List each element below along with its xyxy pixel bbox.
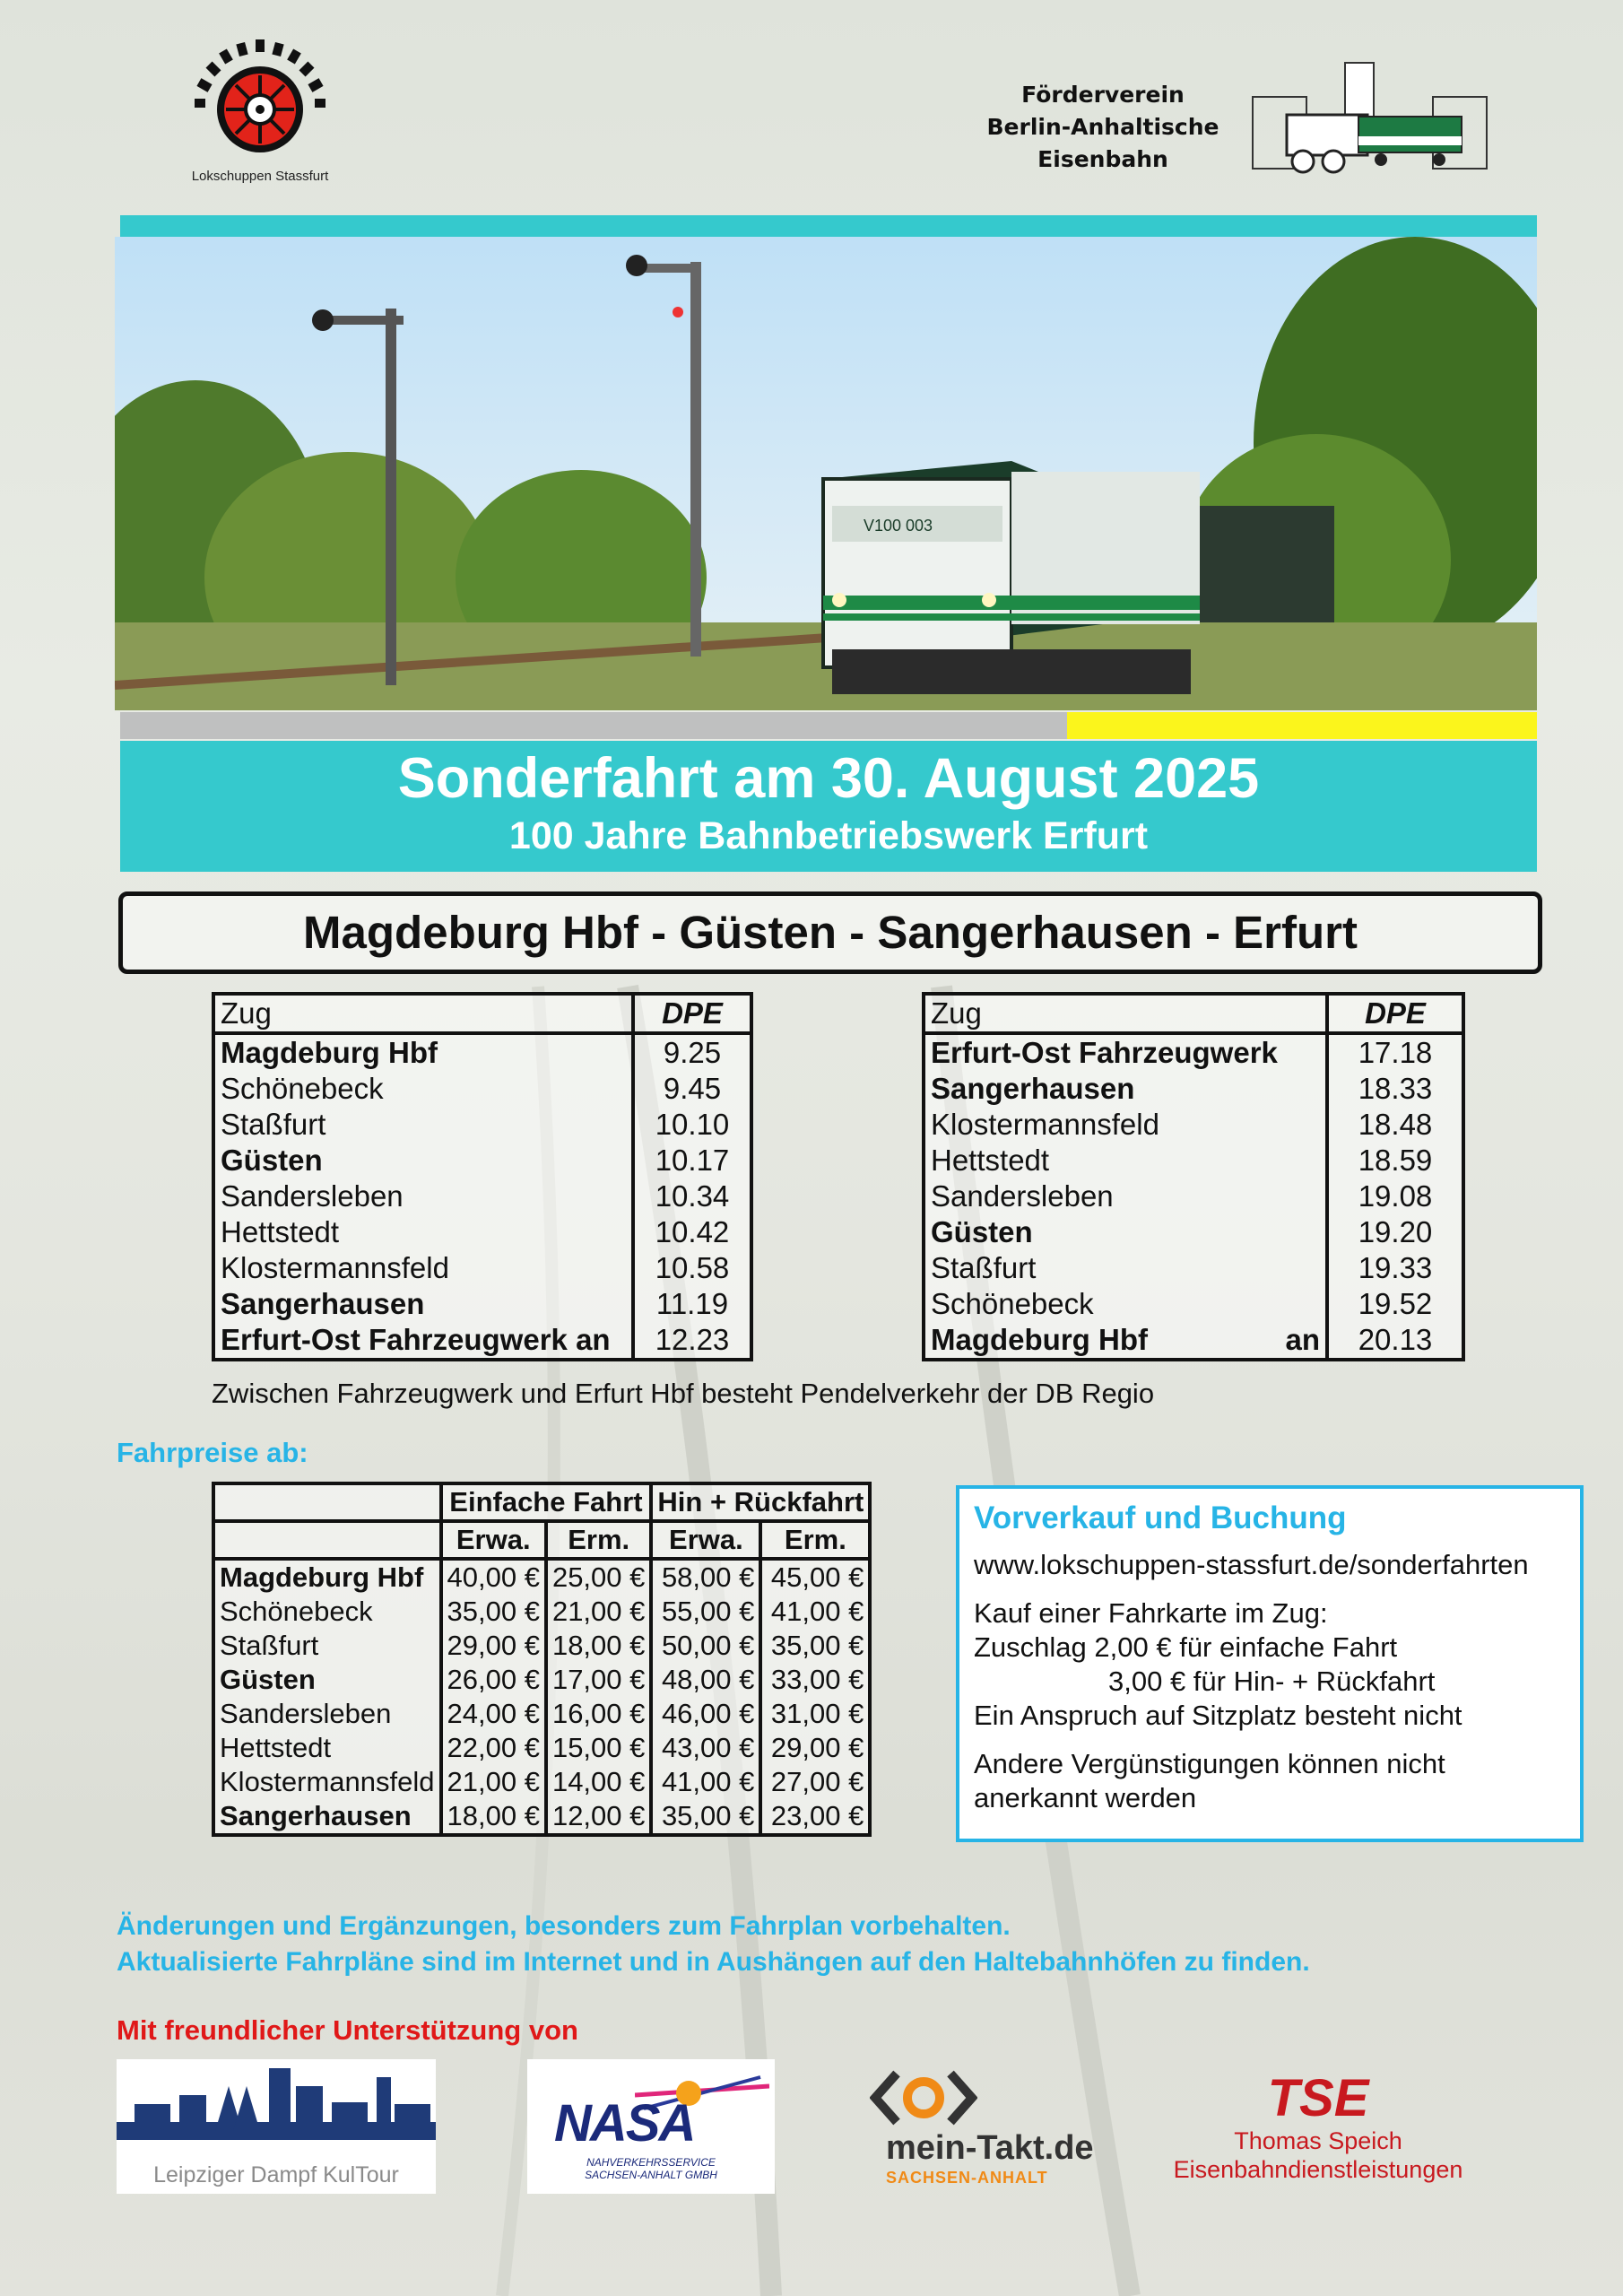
station-name <box>213 1143 633 1178</box>
fare-row <box>213 1629 870 1663</box>
timetable-row <box>924 1214 1463 1250</box>
booking-url[interactable]: www.lokschuppen-stassfurt.de/sonderfahrten <box>974 1549 1529 1580</box>
sponsor-4-name: TSE <box>1267 2069 1369 2127</box>
departure-time: 10.10 <box>633 1107 751 1143</box>
fare-price: 41,00 € <box>760 1595 870 1629</box>
fare-price: 50,00 € <box>651 1629 760 1663</box>
fare-row <box>213 1731 870 1765</box>
fares-empty-cell <box>213 1483 441 1521</box>
station-name <box>213 1286 633 1322</box>
departure-time: 10.17 <box>633 1143 751 1178</box>
station-name <box>213 1214 633 1250</box>
sponsor-2-sub-line: SACHSEN-ANHALT GMBH <box>585 2169 717 2181</box>
changes-notice <box>117 1909 1310 1980</box>
station-label: Sandersleben <box>931 1179 1114 1213</box>
station-label: Schönebeck <box>931 1287 1094 1320</box>
station-name <box>213 1322 633 1360</box>
fares-sub-header: Erwa. <box>441 1521 546 1559</box>
fares-empty-cell <box>213 1521 441 1559</box>
timetable-row <box>213 1107 751 1143</box>
fare-price: 27,00 € <box>760 1765 870 1799</box>
fare-price: 46,00 € <box>651 1697 760 1731</box>
station-name <box>924 1250 1327 1286</box>
sponsor-mein-takt <box>870 2059 1105 2194</box>
fare-price: 45,00 € <box>760 1559 870 1595</box>
departure-time: 18.59 <box>1327 1143 1463 1178</box>
fares-sub-header: Erm. <box>760 1521 870 1559</box>
fare-price: 31,00 € <box>760 1697 870 1731</box>
station-label: Hettstedt <box>931 1144 1050 1177</box>
station-name <box>213 1071 633 1107</box>
fare-price: 24,00 € <box>441 1697 546 1731</box>
fare-price: 16,00 € <box>546 1697 651 1731</box>
timetable-row <box>924 1178 1463 1214</box>
sponsor-2-name: NASA <box>554 2094 695 2152</box>
station-name <box>924 1214 1327 1250</box>
fare-row <box>213 1799 870 1835</box>
fare-price: 48,00 € <box>651 1663 760 1697</box>
booking-line: Kauf einer Fahrkarte im Zug: <box>974 1597 1328 1629</box>
timetable-row <box>213 1033 751 1071</box>
yellow-band <box>1067 712 1537 739</box>
timetable-row <box>213 1286 751 1322</box>
fares-group-return: Hin + Rückfahrt <box>651 1483 870 1521</box>
station-label: Sangerhausen <box>221 1287 425 1320</box>
timetable-row <box>924 1033 1463 1071</box>
timetable-header-row <box>924 994 1463 1033</box>
timetable-header-train: Zug <box>924 994 1327 1033</box>
fare-station: Sandersleben <box>213 1697 441 1731</box>
locomotive-logo-icon <box>1251 61 1488 185</box>
departure-time: 19.33 <box>1327 1250 1463 1286</box>
station-label: Staßfurt <box>931 1251 1037 1284</box>
timetable-row <box>924 1107 1463 1143</box>
station-label: Magdeburg Hbf <box>221 1036 438 1069</box>
foerderverein-line-1: Förderverein <box>1021 82 1185 108</box>
departure-time: 19.52 <box>1327 1286 1463 1322</box>
timetable-header-dpe: DPE <box>1327 994 1463 1033</box>
fare-price: 43,00 € <box>651 1731 760 1765</box>
sponsor-4-line: Eisenbahndienstleistungen <box>1173 2156 1463 2183</box>
station-label: Staßfurt <box>221 1108 326 1141</box>
fares-group-single: Einfache Fahrt <box>441 1483 652 1521</box>
foerderverein-line-2: Berlin-Anhaltische <box>986 114 1219 140</box>
fare-price: 12,00 € <box>546 1799 651 1835</box>
fare-price: 58,00 € <box>651 1559 760 1595</box>
fares-sub-header: Erwa. <box>651 1521 760 1559</box>
lokschuppen-logo-caption: Lokschuppen Stassfurt <box>191 169 329 184</box>
station-name <box>924 1286 1327 1322</box>
sponsor-4-line: Thomas Speich <box>1234 2127 1402 2154</box>
timetable-row <box>924 1286 1463 1322</box>
station-label: Sangerhausen <box>931 1072 1135 1105</box>
timetable-row <box>213 1071 751 1107</box>
station-label: Magdeburg Hbf <box>931 1323 1148 1356</box>
station-label: Klostermannsfeld <box>221 1251 449 1284</box>
fare-price: 29,00 € <box>760 1731 870 1765</box>
fare-price: 29,00 € <box>441 1629 546 1663</box>
station-name <box>924 1071 1327 1107</box>
fare-price: 35,00 € <box>441 1595 546 1629</box>
timetable-row <box>213 1143 751 1178</box>
station-name <box>924 1178 1327 1214</box>
timetable-row <box>213 1322 751 1360</box>
fare-price: 35,00 € <box>651 1799 760 1835</box>
station-label: Hettstedt <box>221 1215 340 1248</box>
fare-price: 55,00 € <box>651 1595 760 1629</box>
sponsor-2-subtitle <box>545 2156 757 2181</box>
timetable-row <box>924 1250 1463 1286</box>
wheel-logo-icon <box>175 36 345 166</box>
foerderverein-logo-text <box>986 79 1219 176</box>
timetable-row <box>213 1178 751 1214</box>
station-name <box>213 1107 633 1143</box>
route-text: Magdeburg Hbf - Güsten - Sangerhausen - Erfurt <box>303 907 1358 958</box>
sponsor-3-sub: SACHSEN-ANHALT <box>886 2169 1048 2187</box>
timetable-row <box>213 1250 751 1286</box>
fare-station: Sangerhausen <box>213 1799 441 1835</box>
fare-row <box>213 1697 870 1731</box>
departure-time: 10.58 <box>633 1250 751 1286</box>
fare-price: 18,00 € <box>441 1799 546 1835</box>
fare-price: 15,00 € <box>546 1731 651 1765</box>
grey-band <box>120 712 1067 739</box>
booking-note-line: anerkannt werden <box>974 1782 1197 1813</box>
timetable-header-dpe: DPE <box>633 994 751 1033</box>
departure-time: 12.23 <box>633 1322 751 1360</box>
sponsor-tse <box>1166 2059 1471 2194</box>
fare-station: Klostermannsfeld <box>213 1765 441 1799</box>
sponsor-1-caption: Leipziger Dampf KulTour <box>153 2162 399 2187</box>
departure-time: 9.45 <box>633 1071 751 1107</box>
timetable-outbound <box>212 992 753 1361</box>
route-box <box>118 891 1542 974</box>
fare-price: 22,00 € <box>441 1731 546 1765</box>
station-name <box>924 1143 1327 1178</box>
departure-time: 20.13 <box>1327 1322 1463 1360</box>
mein-takt-logo-icon <box>870 2070 977 2126</box>
fares-table <box>212 1482 872 1837</box>
station-name <box>924 1107 1327 1143</box>
departure-time: 11.19 <box>633 1286 751 1322</box>
timetable-row <box>924 1071 1463 1107</box>
event-subtitle: 100 Jahre Bahnbetriebswerk Erfurt <box>508 814 1149 857</box>
fare-price: 18,00 € <box>546 1629 651 1663</box>
fare-price: 21,00 € <box>441 1765 546 1799</box>
timetable-header-row <box>213 994 751 1033</box>
fare-price: 40,00 € <box>441 1559 546 1595</box>
skyline-logo-icon <box>117 2059 436 2158</box>
fare-row <box>213 1559 870 1595</box>
departure-time: 18.48 <box>1327 1107 1463 1143</box>
station-label: Sandersleben <box>221 1179 404 1213</box>
station-label: Klostermannsfeld <box>931 1108 1159 1141</box>
timetable-row <box>924 1322 1463 1360</box>
booking-line: 3,00 € für Hin- + Rückfahrt <box>1108 1665 1436 1697</box>
departure-time: 18.33 <box>1327 1071 1463 1107</box>
booking-box <box>956 1485 1584 1842</box>
booking-note-line: Andere Vergünstigungen können nicht <box>974 1748 1445 1779</box>
train-photo <box>115 237 1537 710</box>
departure-time: 17.18 <box>1327 1033 1463 1071</box>
station-name <box>213 1178 633 1214</box>
arrival-marker: an <box>1285 1323 1320 1356</box>
fares-group-header-row <box>213 1483 870 1521</box>
station-label: Güsten <box>931 1215 1033 1248</box>
foerderverein-line-3: Eisenbahn <box>1037 146 1168 172</box>
changes-line: Aktualisierte Fahrpläne sind im Internet und in Aushängen auf den Haltebahnhöfen zu finden. <box>117 1947 1310 1977</box>
timetable-row <box>213 1214 751 1250</box>
departure-time: 19.08 <box>1327 1178 1463 1214</box>
timetable-return <box>922 992 1465 1361</box>
booking-line: Ein Anspruch auf Sitzplatz besteht nicht <box>974 1700 1462 1731</box>
shuttle-note: Zwischen Fahrzeugwerk und Erfurt Hbf besteht Pendelverkehr der DB Regio <box>212 1378 1155 1409</box>
fare-row <box>213 1765 870 1799</box>
fare-price: 26,00 € <box>441 1663 546 1697</box>
changes-line: Änderungen und Ergänzungen, besonders zum Fahrplan vorbehalten. <box>117 1911 1011 1941</box>
sponsor-nasa <box>527 2059 775 2194</box>
fare-station: Magdeburg Hbf <box>213 1559 441 1595</box>
event-title: Sonderfahrt am 30. August 2025 <box>397 747 1260 810</box>
fare-price: 33,00 € <box>760 1663 870 1697</box>
title-banner <box>120 741 1537 872</box>
fare-price: 14,00 € <box>546 1765 651 1799</box>
departure-time: 10.42 <box>633 1214 751 1250</box>
booking-heading: Vorverkauf und Buchung <box>974 1500 1347 1535</box>
fare-row <box>213 1595 870 1629</box>
fare-station: Hettstedt <box>213 1731 441 1765</box>
fare-station: Staßfurt <box>213 1629 441 1663</box>
station-label: Erfurt-Ost Fahrzeugwerk <box>931 1036 1278 1069</box>
fare-price: 21,00 € <box>546 1595 651 1629</box>
fare-price: 35,00 € <box>760 1629 870 1663</box>
station-name <box>213 1250 633 1286</box>
top-color-band <box>120 215 1537 237</box>
departure-time: 19.20 <box>1327 1214 1463 1250</box>
station-label: Güsten <box>221 1144 323 1177</box>
fare-station: Schönebeck <box>213 1595 441 1629</box>
station-label: Schönebeck <box>221 1072 384 1105</box>
loco-number: V100 003 <box>864 517 933 535</box>
fare-station: Güsten <box>213 1663 441 1697</box>
station-name <box>924 1033 1327 1071</box>
lokschuppen-logo <box>175 36 345 188</box>
departure-time: 9.25 <box>633 1033 751 1071</box>
timetable-header-train: Zug <box>213 994 633 1033</box>
sponsor-3-name: mein-Takt.de <box>886 2129 1094 2167</box>
timetable-row <box>924 1143 1463 1178</box>
fares-heading: Fahrpreise ab: <box>117 1437 308 1468</box>
fare-row <box>213 1663 870 1697</box>
sponsor-leipziger-dampf <box>117 2059 436 2194</box>
station-label: Erfurt-Ost Fahrzeugwerk an <box>221 1323 611 1356</box>
fare-price: 41,00 € <box>651 1765 760 1799</box>
fares-sub-header-row <box>213 1521 870 1559</box>
booking-line: Zuschlag 2,00 € für einfache Fahrt <box>974 1631 1398 1663</box>
fare-price: 23,00 € <box>760 1799 870 1835</box>
station-name <box>213 1033 633 1071</box>
fares-sub-header: Erm. <box>546 1521 651 1559</box>
sponsor-thanks: Mit freundlicher Unterstützung von <box>117 2014 578 2046</box>
departure-time: 10.34 <box>633 1178 751 1214</box>
fare-price: 25,00 € <box>546 1559 651 1595</box>
station-name <box>924 1322 1327 1360</box>
fare-price: 17,00 € <box>546 1663 651 1697</box>
sponsor-2-sub-line: NAHVERKEHRSSERVICE <box>586 2156 716 2169</box>
